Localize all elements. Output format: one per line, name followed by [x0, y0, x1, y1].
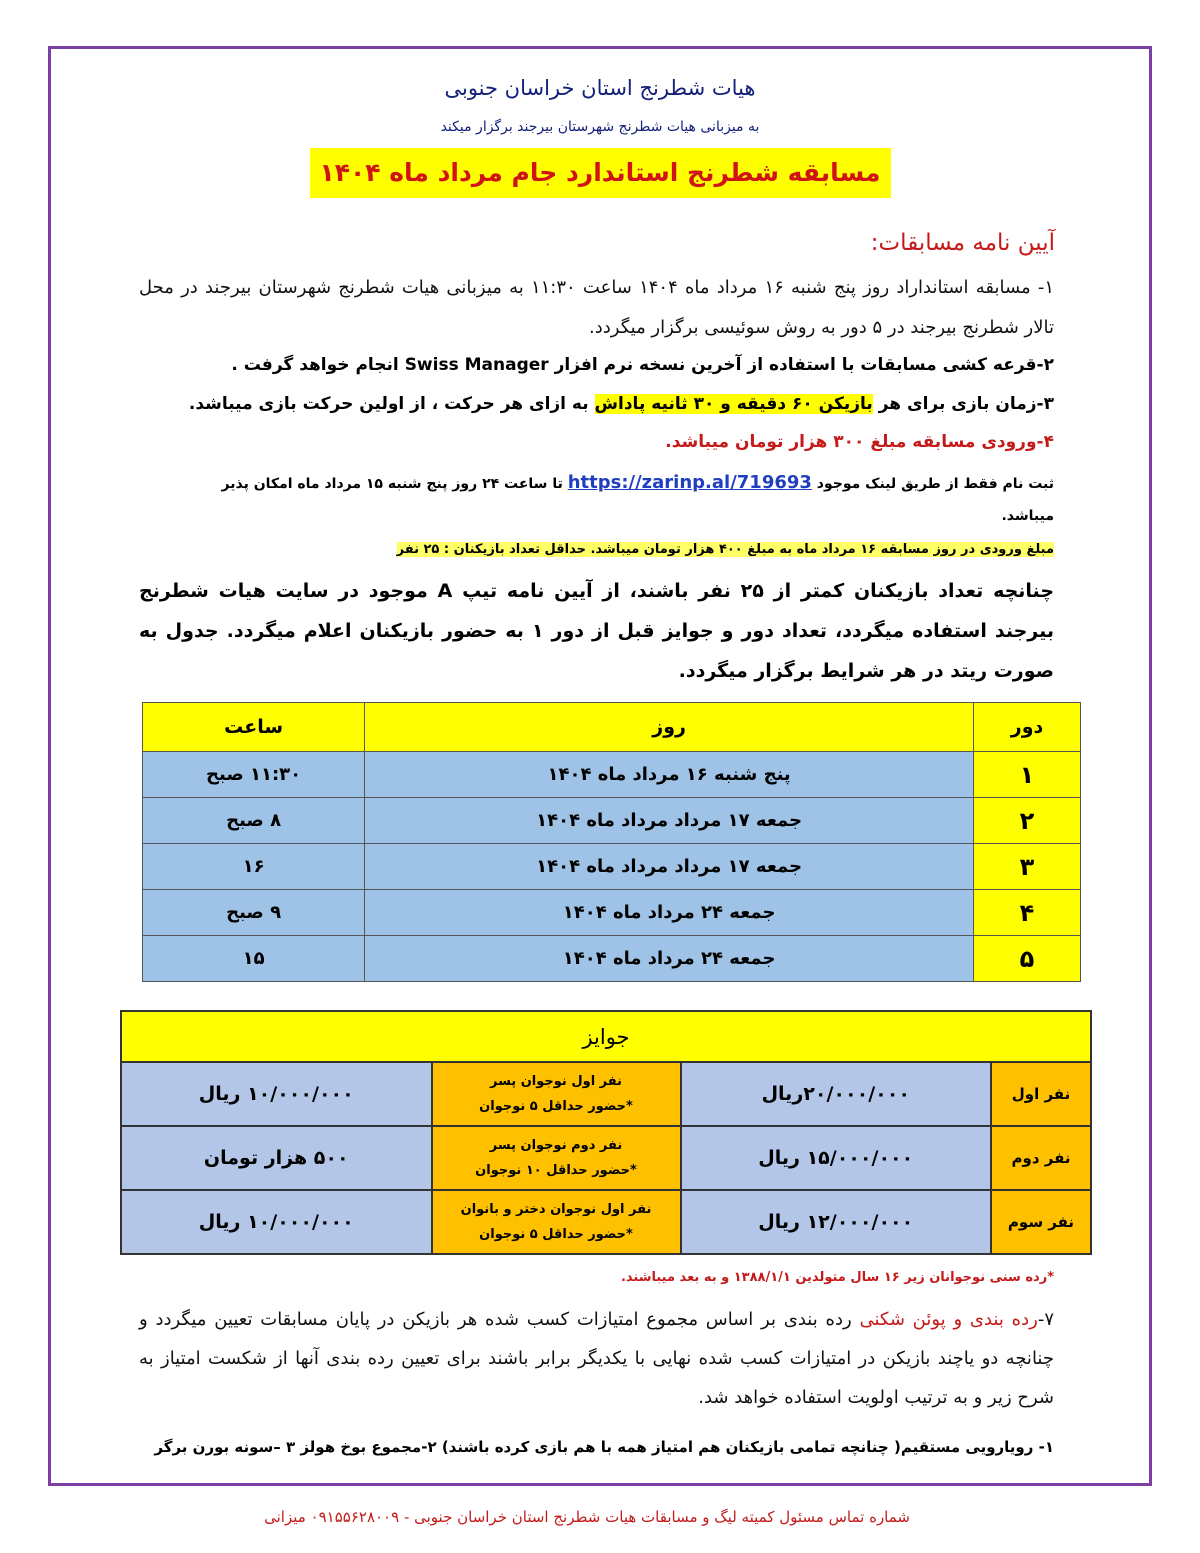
federation-title: هیات شطرنج استان خراسان جنوبی — [444, 76, 756, 100]
table-row — [143, 936, 1081, 982]
contact-footer: شماره تماس مسئول کمیته لیگ و مسابقات هیات شطرنج استان خراسان جنوبی - ۰۹۱۵۵۶۲۸۰۰۹ میزانی — [264, 1508, 910, 1526]
ranking-heading: رده بندی و پوئن شکنی — [859, 1309, 1038, 1330]
youth-category-condition: *حضور حداقل ۵ نوجوان — [479, 1099, 633, 1114]
round-number: ۲ — [974, 798, 1081, 844]
round-number: ۴ — [974, 890, 1081, 936]
prize-amount: ۱۲/۰۰۰/۰۰۰ ریال — [681, 1190, 992, 1254]
rule-3-pre: ۳-زمان بازی برای هر — [872, 394, 1054, 414]
round-day: پنج شنبه ۱۶ مرداد ماه ۱۴۰۴ — [365, 752, 974, 798]
round-time: ۱۱:۳۰ صبح — [143, 752, 365, 798]
age-note: *رده سنی نوجوانان زیر ۱۶ سال متولدین ۱۳۸۸/۱/۱ و به بعد میباشند. — [620, 1270, 1054, 1285]
table-row — [121, 1190, 1091, 1254]
registration-pre: ثبت نام فقط از طریق لینک موجود — [811, 476, 1054, 492]
tournament-banner: مسابقه شطرنج استاندارد جام مرداد ماه ۱۴۰۴ — [310, 148, 891, 198]
header-time: ساعت — [143, 703, 365, 752]
youth-prize-amount: ۱۰/۰۰۰/۰۰۰ ریال — [121, 1190, 432, 1254]
round-time: ۱۶ — [143, 844, 365, 890]
banner-wrap — [0, 148, 1200, 198]
registration-post: تا ساعت ۲۴ روز پنج شنبه ۱۵ مرداد ماه امکان پذیر — [221, 476, 568, 492]
schedule-table — [142, 702, 1081, 982]
round-number: ۱ — [974, 752, 1081, 798]
rule-3-post: به ازای هر حرکت ، از اولین حرکت بازی میباشد. — [188, 394, 595, 414]
ranking-text: رده بندی بر اساس مجموع امتیازات کسب شده هر بازیکن در پایان مسابقات تعیین میگردد و چنانچه دو یاچند بازیکن در امتیازات کسب شده نهایی با یکدیگر برابر باشند برای تعیین رده بندی آنها از شکست امتیاز به شرح زیر و به ترتیب اولویت استفاده خواهد شد. — [139, 1309, 1054, 1408]
youth-category — [432, 1062, 681, 1126]
youth-category-condition: *حضور حداقل ۱۰ نوجوان — [475, 1163, 637, 1178]
round-day: جمعه ۱۷ مرداد مرداد ماه ۱۴۰۴ — [365, 798, 974, 844]
time-control-highlight: بازیکن ۶۰ دقیقه و ۳۰ ثانیه پاداش — [594, 394, 873, 414]
round-time: ۸ صبح — [143, 798, 365, 844]
youth-prize-amount: ۱۰/۰۰۰/۰۰۰ ریال — [121, 1062, 432, 1126]
prizes-table — [120, 1010, 1092, 1255]
youth-category — [432, 1126, 681, 1190]
minimum-players-condition: چنانچه تعداد بازیکنان کمتر از ۲۵ نفر باشند، از آیین نامه تیپ A موجود در سایت هیات شطرنج بیرجند استفاده میگردد، تعداد دور و جوایز قبل از دور ۱ به حضور بازیکنان اعلام میگردد. جدول به صورت ریتد در هر شرایط برگزار میگردد. — [139, 580, 1055, 682]
schedule-header-row — [143, 703, 1081, 752]
table-row — [121, 1126, 1091, 1190]
youth-prize-amount: ۵۰۰ هزار تومان — [121, 1126, 432, 1190]
round-time: ۹ صبح — [143, 890, 365, 936]
registration-cont: میباشد. — [1001, 508, 1054, 524]
host-subtitle: به میزبانی هیات شطرنج شهرستان بیرجند برگزار میکند — [440, 119, 760, 135]
rule-2-pre: ۲-قرعه کشی مسابقات با استفاده از آخرین نسخه نرم افزار — [548, 355, 1054, 375]
software-name: Swiss Manager — [404, 355, 549, 375]
round-day: جمعه ۱۷ مرداد مرداد ماه ۱۴۰۴ — [365, 844, 974, 890]
tiebreak-list: ۱- رویارویی مستقیم( چنانچه تمامی بازیکنان هم امتیاز همه با هم بازی کرده باشند) ۲-مجموع بوخ هولز ۳ –سونه بورن برگر — [154, 1438, 1054, 1456]
youth-category — [432, 1190, 681, 1254]
header-day: روز — [365, 703, 974, 752]
rule-2 — [231, 355, 1054, 375]
prize-rank: نفر دوم — [991, 1126, 1091, 1190]
rule-3 — [189, 394, 1054, 414]
table-row — [143, 890, 1081, 936]
prize-amount: ۱۵/۰۰۰/۰۰۰ ریال — [681, 1126, 992, 1190]
table-row — [143, 798, 1081, 844]
ranking-number: ۷- — [1037, 1309, 1054, 1330]
registration-line — [222, 472, 1054, 493]
ranking-rule — [139, 1300, 1054, 1417]
table-row — [143, 752, 1081, 798]
prize-rank: نفر سوم — [991, 1190, 1091, 1254]
round-day: جمعه ۲۴ مرداد ماه ۱۴۰۴ — [365, 936, 974, 982]
rules-title: آیین نامه مسابقات: — [870, 230, 1055, 256]
round-time: ۱۵ — [143, 936, 365, 982]
prize-amount: ۲۰/۰۰۰/۰۰۰ریال — [681, 1062, 992, 1126]
table-row — [121, 1062, 1091, 1126]
youth-category-condition: *حضور حداقل ۵ نوجوان — [479, 1227, 633, 1242]
round-number: ۳ — [974, 844, 1081, 890]
header-round: دور — [974, 703, 1081, 752]
rule-1: ۱- مسابقه استانداراد روز پنج شنبه ۱۶ مرداد ماه ۱۴۰۴ ساعت ۱۱:۳۰ به میزبانی هیات شطرنج شهرستان بیرجند در محل تالار شطرنج بیرجند در ۵ دور به روش سوئیسی برگزار میگردد. — [139, 277, 1054, 338]
prizes-title-row — [121, 1011, 1091, 1062]
registration-link[interactable]: https://zarinp.al/719693 — [567, 472, 812, 493]
round-number: ۵ — [974, 936, 1081, 982]
rule-4-entry-fee: ۴-ورودی مسابقه مبلغ ۳۰۰ هزار تومان میباشد. — [665, 432, 1054, 452]
youth-category-label: نفر اول نوجوان پسر — [489, 1074, 623, 1089]
youth-category-label: نفر دوم نوجوان پسر — [489, 1138, 623, 1153]
day-fee-line: مبلغ ورودی در روز مسابقه ۱۶ مرداد ماه به مبلغ ۴۰۰ هزار تومان میباشد. حداقل تعداد بازیکنان : ۲۵ نفر — [396, 542, 1054, 557]
prize-rank: نفر اول — [991, 1062, 1091, 1126]
rule-2-post: انجام خواهد گرفت . — [231, 355, 405, 375]
prizes-title: جوایز — [121, 1011, 1091, 1062]
youth-category-label: نفر اول نوجوان دختر و بانوان — [460, 1202, 652, 1217]
round-day: جمعه ۲۴ مرداد ماه ۱۴۰۴ — [365, 890, 974, 936]
table-row — [143, 844, 1081, 890]
